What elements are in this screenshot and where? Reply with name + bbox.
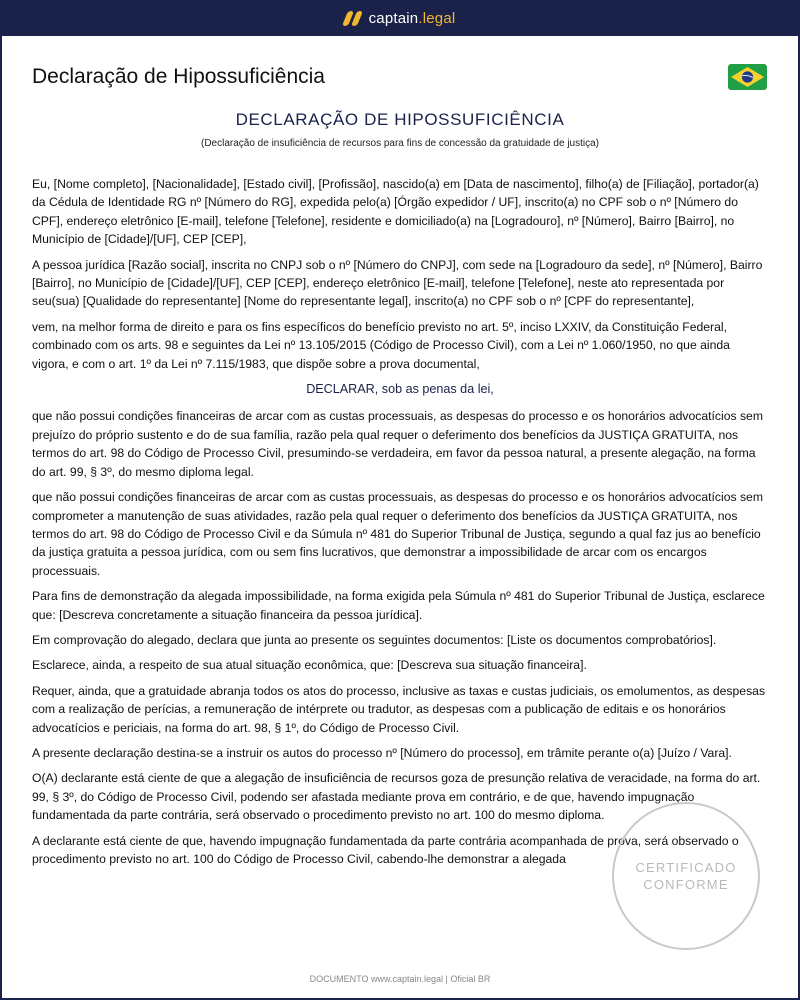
brand-accent: .legal xyxy=(418,9,456,27)
paragraph-declarar: DECLARAR, sob as penas da lei, xyxy=(306,382,494,397)
brand-name: captain xyxy=(368,9,419,27)
document-body xyxy=(32,175,768,875)
page-footer: DOCUMENTO www.captain.legal | Oficial BR xyxy=(309,974,491,984)
paragraph-identification-company: A pessoa jurídica [Razão social], inscrita no CNPJ sob o nº [Número do CNPJ], com sede na [Logradouro da sede], nº [Número], Bairro [Bairro], no Município de [Cidade]/[UF], CEP [CEP], endereço eletrônico [E-mail], telefone [Telefone], neste ato representada por seu(sua) [Qualidade do representante] [Nome do representante legal], inscrito(a) no CPF sob o nº [CPF do representante], xyxy=(32,257,763,309)
document-title: DECLARAÇÃO DE HIPOSSUFICIÊNCIA xyxy=(235,110,565,129)
document-page xyxy=(2,36,798,998)
document-subtitle: (Declaração de insuficiência de recursos para fins de concessão da gratuidade de justiça) xyxy=(200,138,599,149)
paragraph-presumption: O(A) declarante está ciente de que a alegação de insuficiência de recursos goza de presunção relativa de veracidade, na forma do art. 99, § 3º, do Código de Processo Civil, podendo ser afastada mediante prova em contrário, e de que, havendo impugnação fundamentada da parte contrária, será observado o procedimento previsto no art. 100 do mesmo diploma. xyxy=(32,771,761,823)
paragraph-declaration-person: que não possui condições financeiras de arcar com as custas processuais, as despesas do processo e os honorários advocatícios sem prejuízo do próprio sustento e do de sua família, razão pela qual requer o deferimento dos benefícios da JUSTIÇA GRATUITA, nos termos do art. 98 do Código de Processo Civil, presumindo-se verdadeira, em favor da pessoa natural, a presente alegação, na forma do art. 99, § 3º, do mesmo diploma legal. xyxy=(32,409,763,479)
paragraph-impugnation: A declarante está ciente de que, havendo impugnação fundamentada da parte contrária acompanhada de prova, será observado o procedimento previsto no art. 100 do Código de Processo Civil, cabendo-lhe demonstrar a alegada xyxy=(32,833,739,866)
paragraph-documents: Em comprovação do alegado, declara que junta ao presente os seguintes documentos: [Liste os documentos comprobatórios]. xyxy=(32,632,717,647)
paragraph-scope-request: Requer, ainda, que a gratuidade abranja todos os atos do processo, inclusive as taxas e custas judiciais, os emolumentos, as despesas com a realização de perícias, a remuneração de intérprete ou tradutor, as despesas com a publicação de editais e os honorários advocatícios e periciais, na forma do art. 98, § 1º, do Código de Processo Civil. xyxy=(32,683,766,735)
paragraph-economic-situation: Esclarece, ainda, a respeito de sua atual situação econômica, que: [Descreva sua situação financeira]. xyxy=(32,658,587,673)
paragraph-declaration-company: que não possui condições financeiras de arcar com as custas processuais, as despesas do processo e os honorários advocatícios sem comprometer a manutenção de suas atividades, razão pela qual requer o deferimento dos benefícios da JUSTIÇA GRATUITA, nos termos do art. 98 do Código de Processo Civil e da Súmula nº 481 do Superior Tribunal de Justiça, segundo a qual faz jus ao benefício da justiça gratuita a pessoa jurídica, com ou sem fins lucrativos, que demonstrar a impossibilidade de arcar com os encargos processuais. xyxy=(32,490,763,578)
stamp-line-1: CERTIFICADO xyxy=(635,860,737,875)
captain-legal-logo-icon xyxy=(345,11,360,26)
paragraph-identification-person: Eu, [Nome completo], [Nacionalidade], [Estado civil], [Profissão], nascido(a) em [Data de nascimento], filho(a) de [Filiação], portador(a) da Cédula de Identidade RG nº [Número do RG], expedida pelo(a) [Órgão expedidor / UF], inscrito(a) no CPF sob o nº [Número do CPF], endereço eletrônico [E-mail], telefone [Telefone], residente e domiciliado(a) na [Logradouro], nº [Número], Bairro [Bairro], no Município de [Cidade]/[UF], CEP [CEP], xyxy=(32,177,759,247)
paragraph-process: A presente declaração destina-se a instruir os autos do processo nº [Número do processo], em trâmite perante o(a) [Juízo / Vara]. xyxy=(32,745,732,760)
page-title: Declaração de Hipossuficiência xyxy=(32,65,325,88)
stamp-line-2: CONFORME xyxy=(643,877,729,892)
top-bar xyxy=(0,0,800,36)
paragraph-demonstration: Para fins de demonstração da alegada impossibilidade, na forma exigida pela Súmula nº 481 do Superior Tribunal de Justiça, esclarece que: [Descreva concretamente a situação financeira da pessoa jurídica]. xyxy=(32,589,765,622)
paragraph-legal-basis: vem, na melhor forma de direito e para os fins específicos do benefício previsto no art. 5º, inciso LXXIV, da Constituição Federal, combinado com os arts. 98 e seguintes da Lei nº 13.105/2015 (Código de Processo Civil), com a Lei nº 1.060/1950, no que ainda vigora, e com o art. 1º da Lei nº 7.115/1983, que dispõe sobre a prova documental, xyxy=(32,319,730,371)
brazil-flag-icon xyxy=(728,64,767,90)
